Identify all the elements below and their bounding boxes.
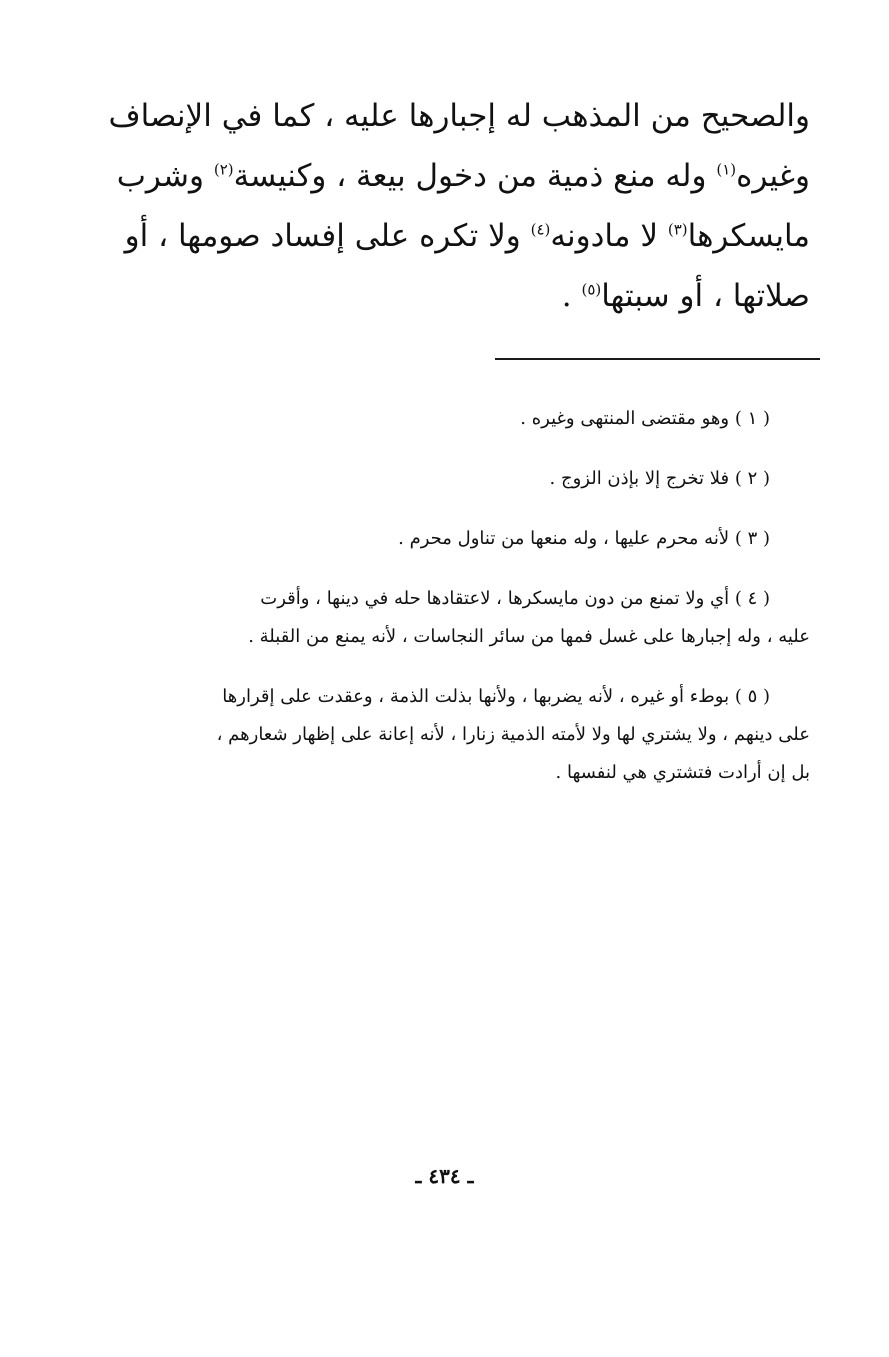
text-segment: والصحيح من المذهب له إجبارها عليه ، كما في الإنصاف [108, 98, 810, 134]
footnote-line: ( ٥ ) بوطء أو غيره ، لأنه يضربها ، ولأنها بذلت الذمة ، وعقدت على إقرارها [222, 686, 770, 707]
text-segment: ولا تكره على إفساد صومها ، أو [124, 218, 521, 254]
main-text-line [80, 146, 810, 206]
footnote-marker: (٤) [530, 220, 551, 239]
footnote-marker: (١) [716, 160, 737, 179]
text-segment: وله منع ذمية من دخول بيعة ، وكنيسة [233, 158, 707, 194]
text-segment: مايسكرها [687, 218, 810, 254]
footnote-line: عليه ، وله إجبارها على غسل فمها من سائر النجاسات ، لأنه يمنع من القبلة . [248, 626, 810, 647]
main-text-line [80, 86, 810, 146]
page-number: ـ ٤٣٤ ـ [415, 1164, 474, 1188]
text-segment: . [561, 278, 572, 314]
text-segment: لا مادونه [550, 218, 658, 254]
footnote-separator [495, 358, 820, 360]
footnote-line: ( ٤ ) أي ولا تمنع من دون مايسكرها ، لاعتقادها حله في دينها ، وأقرت [260, 588, 770, 609]
text-segment: وغيره [736, 158, 810, 194]
main-text [80, 86, 810, 326]
main-text-line [80, 206, 810, 266]
footnote-marker: (٣) [667, 220, 688, 239]
footnote-line: على دينهم ، ولا يشتري لها ولا لأمته الذمية زنارا ، لأنه إعانة على إظهار شعارهم ، [216, 724, 810, 745]
footnote-3: ( ٣ ) لأنه محرم عليها ، وله منعها من تناول محرم . [398, 528, 770, 549]
footnote-1: ( ١ ) وهو مقتضى المنتهى وغيره . [520, 408, 770, 429]
footnote-marker: (٢) [213, 160, 234, 179]
text-segment: صلاتها ، أو سبتها [601, 278, 810, 314]
footnote-line: بل إن أرادت فتشتري هي لنفسها . [555, 762, 810, 783]
footnotes [80, 400, 810, 814]
footnote-marker: (٥) [581, 280, 602, 299]
footnote-2: ( ٢ ) فلا تخرج إلا بإذن الزوج . [549, 468, 770, 489]
main-text-line [80, 266, 810, 326]
footnote-4 [80, 580, 810, 656]
text-segment: وشرب [116, 158, 204, 194]
footnote-5 [80, 678, 810, 792]
